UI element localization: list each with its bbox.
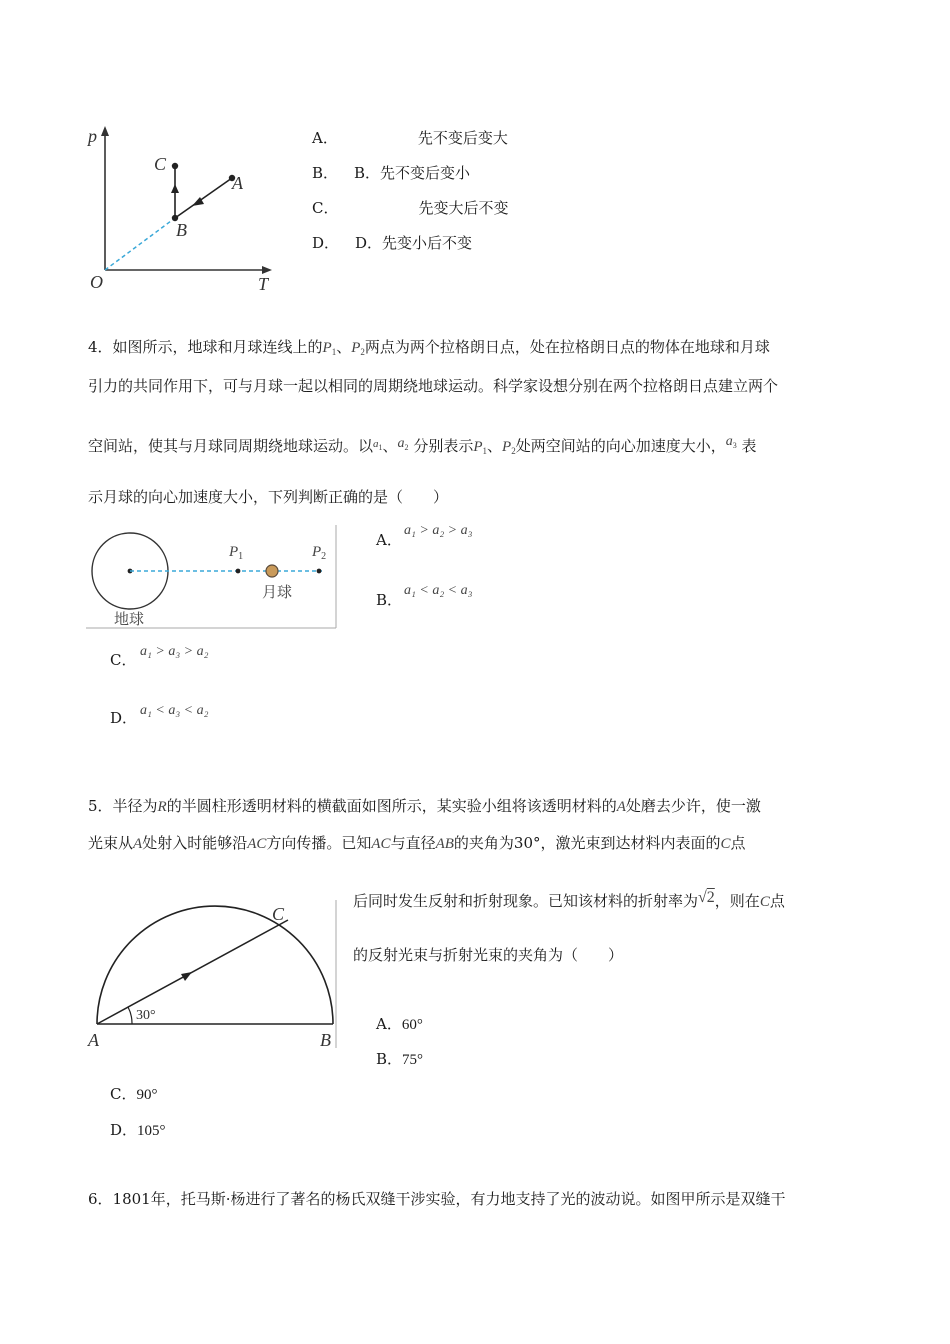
semicircle-figure bbox=[86, 898, 338, 1053]
option-letter: A． bbox=[376, 531, 402, 549]
option-text: 90° bbox=[136, 1087, 158, 1103]
point-c bbox=[172, 163, 178, 169]
dashed-extension-line bbox=[105, 218, 175, 270]
q5-option-c[interactable] bbox=[110, 1084, 157, 1105]
q4-line-1: 4．如图所示，地球和月球连线上的$P_1$、$P_2$两点为两个拉格朗日点，处在拉格朗日点的物体在地球和月球 bbox=[88, 338, 770, 357]
q5-line-3: 后同时发生反射和折射现象。已知该材料的折射率为√2，则在C点 bbox=[353, 889, 785, 910]
p1-dot bbox=[236, 569, 241, 574]
option-letter: C． bbox=[110, 651, 137, 669]
option-text: 60° bbox=[401, 1017, 423, 1033]
option-text: 105° bbox=[137, 1123, 166, 1139]
option-text: 先变大后不变 bbox=[418, 199, 509, 217]
path-a-to-b bbox=[175, 178, 232, 218]
label-o: O bbox=[90, 272, 103, 292]
q5-option-a[interactable] bbox=[376, 1014, 423, 1035]
q5-line-1: 5．半径为R的半圆柱形透明材料的横截面如图所示，某实验小组将该透明材料的A处磨去少许，使一激 bbox=[88, 797, 761, 815]
option-letter: B． bbox=[376, 591, 403, 609]
option-letter: B． bbox=[376, 1050, 403, 1068]
label-angle: 30° bbox=[136, 1008, 156, 1023]
label-a: A bbox=[232, 173, 243, 193]
q3-option-d[interactable] bbox=[312, 233, 472, 253]
label-earth: 地球 bbox=[114, 612, 145, 628]
option-letter: A． bbox=[376, 1015, 402, 1033]
q4-option-c[interactable] bbox=[110, 650, 136, 670]
beam-arrow bbox=[181, 972, 192, 981]
label-c: C bbox=[154, 154, 167, 174]
label-moon: 月球 bbox=[262, 585, 293, 601]
q5-option-d[interactable] bbox=[110, 1120, 166, 1141]
q3-option-c[interactable] bbox=[312, 198, 509, 218]
p-axis bbox=[101, 126, 109, 270]
label-c: C bbox=[272, 904, 285, 924]
option-letter: C． bbox=[110, 1085, 137, 1103]
earth-moon-figure bbox=[86, 525, 338, 629]
q5-line-4: 的反射光束与折射光束的夹角为（ ） bbox=[353, 946, 624, 964]
option-text: 先不变后变大 bbox=[417, 129, 508, 147]
option-letter: A． bbox=[312, 129, 338, 147]
label-p: p bbox=[88, 126, 97, 146]
label-p1: $P_1$ bbox=[229, 544, 244, 562]
moon-icon bbox=[266, 565, 278, 577]
q4-line-3: 空间站，使其与月球同周期绕地球运动。以$^{a_1}$、$a_2$ 分别表示$P_1$、$P_2$处两空间站的向心加速度大小，$a_3$ 表 bbox=[88, 434, 757, 456]
q4-option-d-expr: a₁ < a₃ < a₂ bbox=[140, 703, 209, 718]
q4-option-c-expr: a₁ > a₃ > a₂ bbox=[140, 644, 209, 659]
angle-arc bbox=[128, 1007, 132, 1024]
option-text: B．先不变后变小 bbox=[354, 164, 471, 182]
q4-option-a-expr: a₁ > a₂ > a₃ bbox=[404, 523, 473, 538]
option-letter: B． bbox=[312, 164, 339, 182]
q4-line-2: 引力的共同作用下，可与月球一起以相同的周期绕地球运动。科学家设想分别在两个拉格朗日点建立两个 bbox=[88, 377, 779, 395]
q4-line-4: 示月球的向心加速度大小，下列判断正确的是（ ） bbox=[88, 488, 449, 506]
option-text: 75° bbox=[402, 1052, 424, 1068]
option-letter: D． bbox=[312, 234, 340, 252]
label-a: A bbox=[88, 1030, 99, 1050]
t-axis bbox=[105, 266, 272, 274]
option-letter: C． bbox=[312, 199, 339, 217]
q4-option-a[interactable] bbox=[376, 530, 402, 550]
q4-option-b-expr: a₁ < a₂ < a₃ bbox=[404, 583, 473, 598]
q5-option-b[interactable] bbox=[376, 1049, 423, 1070]
q4-option-d[interactable] bbox=[110, 708, 137, 728]
q6-line-1: 6．1801年，托马斯·杨进行了著名的杨氏双缝干涉实验，有力地支持了光的波动说。如图甲所示是双缝干 bbox=[88, 1190, 786, 1208]
option-text: D．先变小后不变 bbox=[355, 234, 473, 252]
arrow-b-to-c bbox=[171, 184, 179, 193]
label-p2: $P_2$ bbox=[312, 544, 327, 562]
label-t: T bbox=[258, 274, 269, 294]
q4-option-b[interactable] bbox=[376, 590, 402, 610]
option-letter: D． bbox=[110, 1121, 138, 1139]
option-letter: D． bbox=[110, 709, 138, 727]
p2-dot bbox=[317, 569, 322, 574]
q3-option-a[interactable] bbox=[312, 128, 508, 148]
pt-graph-figure bbox=[80, 120, 280, 295]
semicircle-arc bbox=[97, 906, 333, 1024]
label-b: B bbox=[176, 220, 187, 240]
label-b: B bbox=[320, 1030, 331, 1050]
beam-ac bbox=[97, 920, 288, 1024]
q3-option-b[interactable] bbox=[312, 163, 470, 183]
q5-line-2: 光束从A处射入时能够沿AC方向传播。已知AC与直径AB的夹角为30°，激光束到达材料内表面的C点 bbox=[88, 834, 746, 852]
